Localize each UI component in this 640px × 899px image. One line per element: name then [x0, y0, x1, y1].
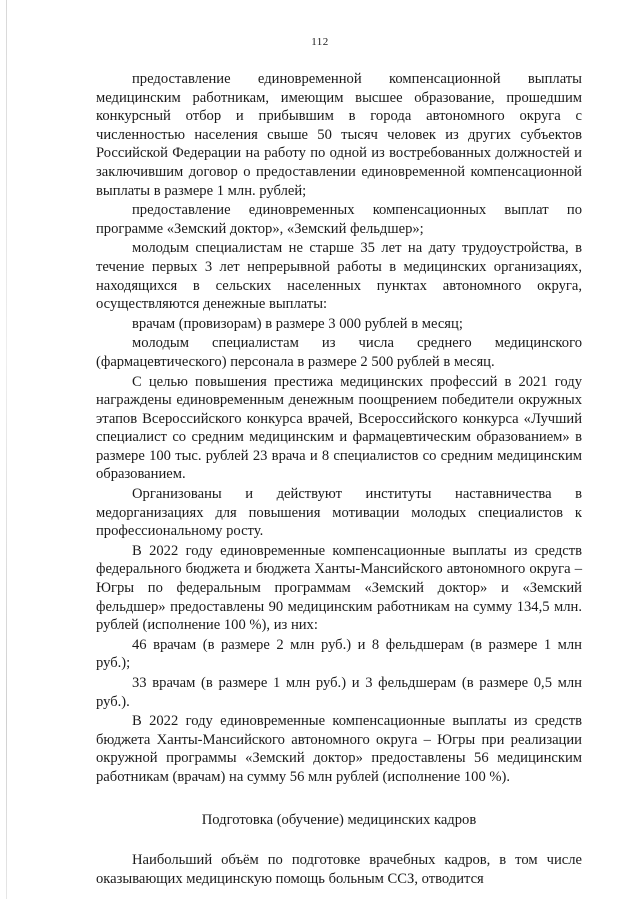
paragraph: 46 врачам (в размере 2 млн руб.) и 8 фельдшерам (в размере 1 млн руб.); — [96, 636, 582, 672]
page-number: 112 — [311, 36, 329, 48]
paragraph: предоставление единовременной компенсационной выплаты медицинским работникам, имеющим высшее образование, прошедшим конкурсный отбор и прибывшим в города автономного округа с численностью населения свыше 50 тысяч человек из других субъектов Российской Федерации на работу по одной из востребованных должностей и заключившим договор о предоставлении единовременной компенсационной выплаты в размере 1 млн. рублей; — [96, 71, 582, 199]
paragraph: В 2022 году единовременные компенсационные выплаты из средств бюджета Ханты-Мансийского автономного округа – Югры при реализации окружной программы «Земский доктор» предоставлены 56 медицинским работникам (врачам) на сумму 56 млн рублей (исполнение 100 %). — [96, 713, 582, 785]
page-edge-shadow — [6, 0, 7, 899]
paragraph: Наибольший объём по подготовке врачебных кадров, в том числе оказывающих медицинскую помощь больным ССЗ, отводится — [96, 852, 582, 887]
section-heading: Подготовка (обучение) медицинских кадров — [201, 811, 477, 828]
paragraph: предоставление единовременных компенсационных выплат по программе «Земский доктор», «Земский фельдшер»; — [96, 202, 582, 237]
paragraph: С целью повышения престижа медицинских профессий в 2021 году награждены единовременным денежным поощрением победители окружных этапов Всероссийского конкурса врачей, Всероссийского конкурса «Лучший специалист со средним медицинским и фармацевтическим образованием» в размере 100 тыс. рублей 23 врача и 8 специалистов со средним медицинским образованием. — [96, 373, 582, 483]
paragraph: 33 врачам (в размере 1 млн руб.) и 3 фельдшерам (в размере 0,5 млн руб.). — [96, 675, 582, 710]
paragraph: врачам (провизорам) в размере 3 000 рублей в месяц; — [132, 315, 463, 332]
document-body — [96, 70, 582, 889]
paragraph: В 2022 году единовременные компенсационные выплаты из средств федерального бюджета и бюджета Ханты-Мансийского автономного округа – Югры по федеральным программам «Земский доктор» и «Земский фельдшер» предоставлены 90 медицинским работникам на сумму 134,5 млн. рублей (исполнение 100 %), из них: — [96, 542, 582, 634]
paragraph: молодым специалистам не старше 35 лет на дату трудоустройства, в течение первых 3 лет непрерывной работы в медицинских организациях, находящихся в сельских населенных пунктах автономного округа, осуществляются денежные выплаты: — [96, 240, 582, 313]
paragraph: Организованы и действуют институты наставничества в медорганизациях для повышения мотивации молодых специалистов к профессиональному росту. — [96, 486, 582, 540]
paragraph: молодым специалистам из числа среднего медицинского (фармацевтического) персонала в размере 2 500 рублей в месяц. — [96, 335, 582, 370]
